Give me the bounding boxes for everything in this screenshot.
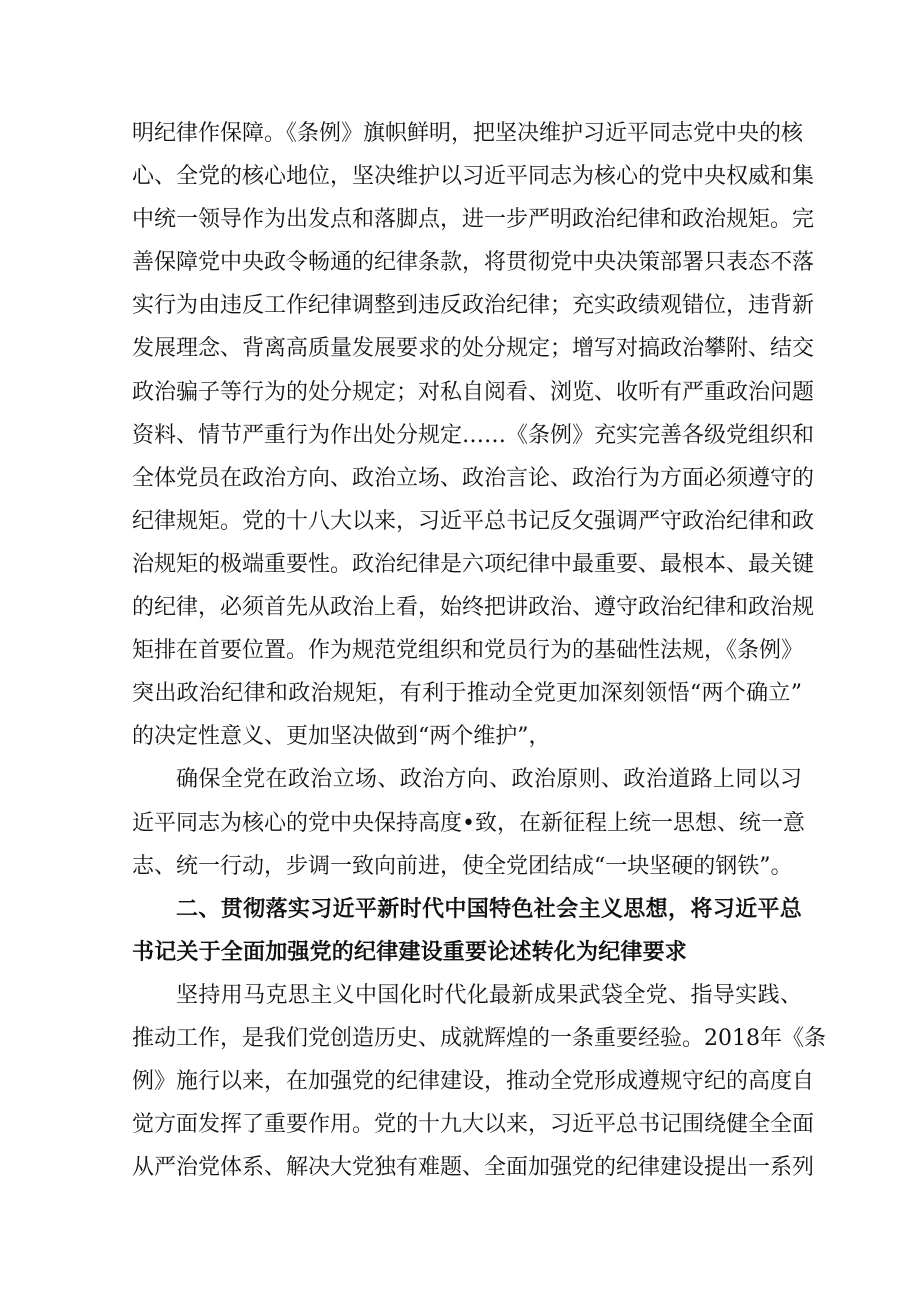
section-heading: 书记关于全面加强党的纪律建设重要论述转化为纪律要求 xyxy=(132,939,688,965)
text-line: 全体党员在政治方向、政治立场、政治言论、政治行为方面必须遵守的 xyxy=(132,465,815,491)
text-line: 资料、情节严重行为作出处分规定……《条例》充实完善各级党组织和 xyxy=(132,422,815,448)
text-line: 近平同志为核心的党中央保持高度•致，在新征程上统一思想、统一意 xyxy=(132,810,805,836)
text-line: 实行为由违反工作纪律调整到违反政治纪律；充实政绩观错位，违背新 xyxy=(132,293,815,319)
text-line: 推动工作，是我们党创造历史、成就辉煌的一条重要经验。2018年《条 xyxy=(132,1025,826,1051)
text-line: 善保障党中央政令畅通的纪律条款，将贯彻党中央决策部署只表态不落 xyxy=(132,250,815,276)
text-line: 的纪律，必须首先从政治上看，始终把讲政治、遵守政治纪律和政治规 xyxy=(132,595,815,621)
paragraph-first-line: 坚持用马克思主义中国化时代化最新成果武袋全党、指导实践、 xyxy=(176,982,802,1008)
text-line: 觉方面发挥了重要作用。党的十九大以来，习近平总书记围绕健全全面 xyxy=(132,1112,815,1138)
text-line: 治规矩的极端重要性。政治纪律是六项纪律中最重要、最根本、最关键 xyxy=(132,551,815,577)
section-heading: 二、贯彻落实习近平新时代中国特色社会主义思想，将习近平总 xyxy=(176,896,802,922)
text-line: 突出政治纪律和政治规矩，有利于推动全党更加深刻领悟“两个确立” xyxy=(132,681,802,707)
paragraph-first-line: 确保全党在政治立场、政治方向、政治原则、政治道路上同以习 xyxy=(176,767,802,793)
text-line: 心、全党的核心地位，坚决维护以习近平同志为核心的党中央权威和集 xyxy=(132,164,815,190)
text-line: 政治骗子等行为的处分规定；对私自阅看、浏览、收听有严重政治问题 xyxy=(132,379,815,405)
document-body xyxy=(132,112,826,1189)
text-line: 发展理念、背离高质量发展要求的处分规定；增写对搞政治攀附、结交 xyxy=(132,336,815,362)
text-line: 矩排在首要位置。作为规范党组织和党员行为的基础性法规，《条例》 xyxy=(132,638,804,664)
text-line: 的决定性意义、更加坚决做到“两个维护”， xyxy=(132,724,551,750)
text-line: 中统一领导作为出发点和落脚点，进一步严明政治纪律和政治规矩。完 xyxy=(132,207,815,233)
text-line: 明纪律作保障。《条例》旗帜鲜明，把坚决维护习近平同志党中央的核 xyxy=(132,121,804,146)
text-line: 纪律规矩。党的十八大以来，习近平总书记反攵强调严守政治纪律和政 xyxy=(132,508,815,534)
text-line: 志、统一行动，步调一致向前进，使全党团结成“一块坚硬的钢铁”。 xyxy=(132,853,793,879)
text-line: 从严治党体系、解决大党独有难题、全面加强党的纪律建设提出一系列 xyxy=(132,1155,815,1181)
text-line: 例》施行以来，在加强党的纪律建设，推动全党形成遵规守纪的高度自 xyxy=(132,1069,815,1095)
